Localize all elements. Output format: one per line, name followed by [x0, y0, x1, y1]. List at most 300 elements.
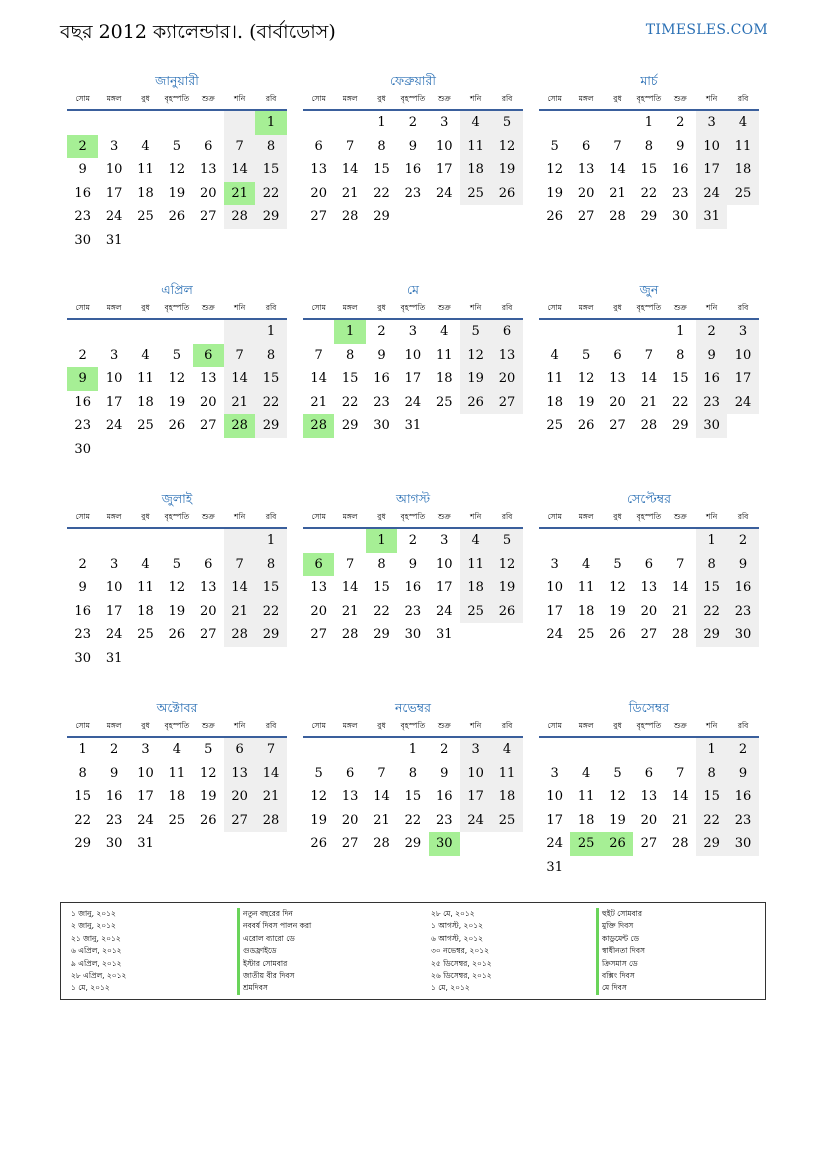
month-name: এপ্রিল — [161, 282, 193, 297]
day-cell: 19 — [577, 394, 595, 410]
weekday-label: রবি — [501, 721, 513, 730]
day-cell: 13 — [310, 162, 327, 177]
day-cell: 23 — [727, 600, 758, 624]
month-name: ডিসেম্বর — [628, 700, 670, 715]
day-cell: 31 — [137, 836, 154, 851]
day-cell: 12 — [168, 580, 186, 595]
day-cell: 13 — [199, 371, 217, 386]
day-cell: 12 — [546, 162, 563, 177]
day-cell: 18 — [460, 576, 491, 600]
day-cell: 20 — [341, 812, 359, 828]
day-cell: 2 — [727, 738, 758, 762]
day-cell: 8 — [255, 135, 286, 159]
day-cell: 2 — [696, 320, 727, 344]
day-cell: 22 — [671, 394, 689, 410]
day-cell: 22 — [640, 185, 658, 201]
day-cell: 16 — [671, 162, 689, 177]
holiday-day-cell: 21 — [224, 182, 255, 206]
day-cell: 27 — [640, 627, 658, 642]
day-cell: 20 — [491, 367, 522, 391]
empty-cell — [334, 111, 365, 135]
day-cell: 24 — [460, 809, 491, 833]
empty-cell — [193, 529, 224, 553]
day-cell: 26 — [168, 418, 186, 433]
weekday-header — [539, 300, 759, 320]
empty-cell — [665, 529, 696, 553]
day-cell: 29 — [404, 836, 422, 851]
day-cell: 20 — [577, 185, 595, 201]
day-cell: 23 — [74, 209, 91, 224]
day-cell: 4 — [440, 324, 449, 339]
day-cell: 3 — [408, 324, 417, 339]
day-cell: 11 — [727, 135, 758, 159]
day-cell: 20 — [310, 603, 327, 619]
day-cell: 22 — [255, 182, 286, 206]
day-cell: 5 — [613, 556, 622, 572]
day-cell: 30 — [74, 232, 91, 248]
weekday-label: রবি — [737, 721, 749, 730]
day-cell: 1 — [644, 115, 653, 130]
legend-holiday-name: হুইট সোমবার — [596, 908, 645, 920]
day-cell: 13 — [640, 580, 658, 595]
day-cell: 29 — [255, 205, 286, 229]
empty-cell — [633, 529, 664, 553]
day-cell: 29 — [255, 414, 286, 438]
day-grid — [303, 111, 523, 229]
month-block — [67, 71, 287, 252]
day-cell: 23 — [373, 394, 390, 410]
empty-cell — [303, 529, 334, 553]
day-cell: 25 — [460, 182, 491, 206]
legend-holiday-name: কাডুমেন্ট ডে — [596, 933, 645, 945]
day-cell: 30 — [404, 627, 422, 642]
legend-date: ৩০ নভেম্বর, ২০১২ — [431, 946, 490, 956]
day-cell: 15 — [373, 162, 390, 177]
day-cell: 16 — [74, 603, 91, 619]
legend-holiday-name: এরোল ব্যারো ডে — [237, 933, 311, 945]
day-cell: 7 — [345, 556, 355, 572]
day-cell: 28 — [609, 209, 626, 224]
empty-cell — [602, 529, 633, 553]
day-cell: 24 — [696, 182, 727, 206]
month-block — [303, 698, 523, 856]
day-cell: 27 — [341, 836, 359, 851]
legend-date: ১ মে, ২০১২ — [71, 983, 110, 993]
holiday-legend — [60, 902, 766, 1000]
month-block — [67, 280, 287, 461]
holiday-day-cell: 30 — [429, 832, 460, 856]
day-cell: 29 — [373, 209, 390, 224]
empty-cell — [67, 529, 98, 553]
day-cell: 12 — [609, 789, 626, 804]
day-cell: 5 — [204, 742, 213, 757]
day-cell: 15 — [341, 371, 359, 386]
weekday-label: শুক্র — [673, 512, 687, 521]
day-cell: 18 — [577, 603, 595, 619]
weekday-label: বুধ — [141, 303, 150, 312]
day-cell: 31 — [105, 232, 123, 248]
weekday-header — [67, 718, 287, 738]
day-cell: 19 — [168, 603, 186, 619]
day-cell: 25 — [435, 394, 453, 410]
day-cell: 6 — [644, 765, 653, 781]
day-cell: 15 — [255, 576, 286, 600]
day-cell: 28 — [341, 209, 359, 224]
weekday-label: শুক্র — [437, 721, 451, 730]
empty-cell — [539, 320, 570, 344]
day-cell: 14 — [671, 789, 689, 804]
day-cell: 8 — [644, 138, 653, 154]
day-cell: 1 — [255, 529, 286, 553]
day-cell: 14 — [255, 762, 286, 786]
day-cell: 16 — [727, 576, 758, 600]
day-cell: 27 — [224, 809, 255, 833]
day-cell: 17 — [546, 603, 563, 619]
site-link[interactable]: TIMESLES.COM — [645, 22, 768, 38]
holiday-day-cell: 6 — [303, 553, 334, 577]
day-cell: 23 — [696, 391, 727, 415]
day-cell: 12 — [577, 371, 595, 386]
day-cell: 29 — [255, 623, 286, 647]
legend-date: ২৮ মে, ২০১২ — [431, 909, 475, 918]
weekday-label: শুক্র — [673, 303, 687, 312]
day-cell: 25 — [727, 182, 758, 206]
day-cell: 10 — [546, 580, 563, 595]
weekday-label: সোম — [311, 721, 326, 730]
day-cell: 13 — [224, 762, 255, 786]
weekday-label: সোম — [311, 94, 326, 103]
day-cell: 9 — [109, 765, 119, 781]
day-cell: 19 — [199, 789, 217, 804]
day-cell: 12 — [199, 765, 217, 781]
weekday-label: বৃহস্পতি — [400, 721, 426, 730]
day-cell: 28 — [255, 809, 286, 833]
day-cell: 11 — [577, 580, 595, 595]
day-cell: 18 — [577, 812, 595, 828]
day-cell: 27 — [199, 209, 217, 224]
weekday-label: মঙ্গল — [342, 303, 358, 312]
day-cell: 5 — [172, 347, 181, 363]
day-cell: 5 — [550, 138, 559, 154]
legend-date: ২৫ ডিসেম্বর, ২০১২ — [431, 958, 492, 968]
day-cell: 2 — [440, 742, 449, 757]
day-cell: 21 — [310, 394, 327, 410]
weekday-header — [303, 718, 523, 738]
weekday-label: বৃহস্পতি — [400, 94, 426, 103]
day-cell: 30 — [373, 418, 390, 433]
day-cell: 15 — [640, 162, 658, 177]
day-cell: 4 — [727, 111, 758, 135]
weekday-label: সোম — [311, 512, 326, 521]
day-cell: 13 — [491, 344, 522, 368]
legend-holiday-name: জাতীয় বীর দিবস — [237, 970, 311, 982]
day-cell: 3 — [460, 738, 491, 762]
day-grid — [303, 738, 523, 856]
weekday-label: শনি — [234, 94, 246, 103]
day-cell: 31 — [546, 859, 563, 875]
month-name: ফেব্রুয়ারী — [389, 73, 437, 88]
day-cell: 14 — [224, 367, 255, 391]
weekday-label: সোম — [547, 512, 562, 521]
legend-date: ২৮ এপ্রিল, ২০১২ — [71, 970, 127, 980]
day-cell: 1 — [377, 115, 386, 130]
empty-cell — [303, 111, 334, 135]
weekday-label: বৃহস্পতি — [400, 303, 426, 312]
day-cell: 10 — [435, 556, 453, 572]
month-name: জানুয়ারী — [155, 73, 199, 88]
empty-cell — [161, 320, 192, 344]
weekday-label: বুধ — [377, 303, 386, 312]
day-cell: 2 — [676, 115, 685, 130]
day-cell: 11 — [137, 162, 154, 177]
day-cell: 4 — [172, 742, 181, 757]
empty-cell — [570, 529, 601, 553]
day-cell: 9 — [676, 138, 685, 154]
weekday-label: বৃহস্পতি — [164, 721, 190, 730]
day-grid — [303, 320, 523, 438]
weekday-label: রবি — [501, 512, 513, 521]
day-cell: 7 — [644, 347, 653, 363]
day-cell: 22 — [341, 394, 359, 410]
day-cell: 9 — [727, 553, 758, 577]
empty-cell — [539, 111, 570, 135]
day-cell: 14 — [640, 371, 658, 386]
day-cell: 21 — [255, 785, 286, 809]
empty-cell — [602, 320, 633, 344]
day-cell: 29 — [696, 832, 727, 856]
day-cell: 21 — [224, 600, 255, 624]
day-cell: 27 — [199, 418, 217, 433]
weekday-label: সোম — [75, 94, 90, 103]
day-cell: 11 — [435, 347, 453, 363]
day-cell: 29 — [373, 627, 390, 642]
day-cell: 16 — [696, 367, 727, 391]
holiday-day-cell: 26 — [602, 832, 633, 856]
day-cell: 24 — [546, 836, 563, 851]
day-cell: 7 — [314, 347, 323, 363]
day-grid — [67, 111, 287, 252]
empty-cell — [539, 529, 570, 553]
day-cell: 5 — [581, 347, 591, 363]
legend-holiday-name: ইস্টার সোমবার — [237, 958, 311, 970]
day-cell: 28 — [640, 418, 658, 433]
weekday-label: বৃহস্পতি — [636, 303, 662, 312]
day-cell: 6 — [491, 320, 522, 344]
day-cell: 10 — [546, 789, 563, 804]
day-grid — [303, 529, 523, 647]
empty-cell — [303, 320, 334, 344]
weekday-label: শুক্র — [673, 94, 687, 103]
weekday-label: মঙ্গল — [578, 512, 594, 521]
legend-holiday-name: গুডফ্রাইডে — [237, 945, 311, 957]
day-cell: 28 — [671, 627, 689, 642]
day-cell: 16 — [74, 185, 91, 201]
day-cell: 6 — [613, 347, 622, 363]
page-title: বছর 2012 ক্যালেন্ডার।. (বার্বাডোস) — [60, 21, 336, 43]
day-cell: 26 — [199, 812, 217, 828]
day-cell: 3 — [440, 115, 449, 130]
day-cell: 17 — [435, 162, 453, 177]
empty-cell — [570, 320, 601, 344]
weekday-label: রবি — [737, 303, 749, 312]
holiday-day-cell: 1 — [334, 320, 365, 344]
holiday-day-cell: 28 — [303, 414, 334, 438]
legend-date: ৯ এপ্রিল, ২০১২ — [71, 958, 122, 968]
day-cell: 5 — [460, 320, 491, 344]
empty-cell — [334, 529, 365, 553]
month-block — [67, 489, 287, 670]
day-cell: 19 — [491, 158, 522, 182]
day-cell: 4 — [581, 765, 591, 781]
day-cell: 26 — [546, 209, 563, 224]
day-cell: 15 — [74, 789, 91, 804]
day-cell: 18 — [137, 394, 154, 410]
day-cell: 19 — [609, 603, 626, 619]
legend-date: ৬ এপ্রিল, ২০১২ — [71, 946, 122, 956]
weekday-label: সোম — [75, 303, 90, 312]
day-cell: 10 — [727, 344, 758, 368]
day-cell: 31 — [404, 418, 422, 433]
weekday-label: শনি — [470, 94, 482, 103]
legend-holiday-name: নতুন বছরের দিন — [237, 908, 311, 920]
day-cell: 19 — [168, 185, 186, 201]
day-cell: 9 — [408, 138, 417, 154]
weekday-label: সোম — [547, 303, 562, 312]
day-cell: 15 — [404, 789, 422, 804]
weekday-header — [303, 300, 523, 320]
day-cell: 28 — [671, 836, 689, 851]
empty-cell — [602, 111, 633, 135]
weekday-label: বুধ — [141, 721, 150, 730]
weekday-label: রবি — [265, 512, 277, 521]
month-block — [539, 489, 759, 647]
month-name: আগস্ট — [395, 491, 431, 506]
day-cell: 3 — [141, 742, 150, 757]
empty-cell — [161, 111, 192, 135]
day-cell: 11 — [546, 371, 563, 386]
weekday-label: মঙ্গল — [342, 94, 358, 103]
day-cell: 21 — [341, 185, 359, 201]
day-cell: 8 — [696, 762, 727, 786]
day-cell: 12 — [460, 344, 491, 368]
day-cell: 30 — [671, 209, 689, 224]
month-block — [303, 280, 523, 438]
day-cell: 27 — [640, 836, 658, 851]
weekday-label: শুক্র — [437, 94, 451, 103]
day-cell: 24 — [105, 627, 123, 642]
day-cell: 11 — [577, 789, 595, 804]
legend-dates-1 — [71, 908, 126, 995]
weekday-label: সোম — [75, 721, 90, 730]
day-cell: 24 — [404, 394, 422, 410]
day-cell: 14 — [224, 576, 255, 600]
day-cell: 1 — [676, 324, 685, 339]
day-cell: 22 — [74, 812, 91, 828]
weekday-label: বৃহস্পতি — [400, 512, 426, 521]
day-cell: 24 — [546, 627, 563, 642]
day-cell: 4 — [460, 111, 491, 135]
day-cell: 25 — [577, 627, 595, 642]
empty-cell — [224, 320, 255, 344]
day-cell: 19 — [460, 367, 491, 391]
day-cell: 9 — [408, 556, 417, 572]
weekday-label: বৃহস্পতি — [636, 721, 662, 730]
month-block — [539, 698, 759, 879]
day-cell: 31 — [696, 205, 727, 229]
day-cell: 13 — [609, 371, 626, 386]
day-cell: 22 — [255, 600, 286, 624]
day-cell: 4 — [141, 556, 150, 572]
weekday-label: মঙ্গল — [342, 721, 358, 730]
day-cell: 17 — [727, 367, 758, 391]
empty-cell — [539, 738, 570, 762]
weekday-label: শনি — [706, 512, 718, 521]
day-cell: 24 — [105, 209, 123, 224]
day-cell: 18 — [460, 158, 491, 182]
day-cell: 10 — [105, 162, 123, 177]
month-name: অক্টোবর — [156, 700, 198, 715]
legend-date: ১ জানু, ২০১২ — [71, 909, 116, 918]
day-cell: 15 — [671, 371, 689, 386]
day-cell: 6 — [204, 556, 213, 572]
weekday-label: সোম — [547, 94, 562, 103]
legend-dates-2 — [431, 908, 492, 995]
day-grid — [539, 529, 759, 647]
day-cell: 8 — [345, 347, 355, 363]
day-cell: 10 — [105, 371, 123, 386]
day-cell: 20 — [640, 603, 658, 619]
day-cell: 13 — [341, 789, 359, 804]
day-cell: 28 — [373, 836, 390, 851]
legend-date: ১ মে, ২০১২ — [431, 983, 470, 993]
weekday-label: শুক্র — [201, 721, 215, 730]
day-cell: 9 — [440, 765, 449, 781]
weekday-label: রবি — [265, 94, 277, 103]
day-cell: 25 — [546, 418, 563, 433]
day-cell: 18 — [491, 785, 522, 809]
day-cell: 3 — [550, 556, 559, 572]
empty-cell — [633, 320, 664, 344]
day-cell: 28 — [224, 623, 255, 647]
day-cell: 12 — [491, 553, 522, 577]
day-cell: 17 — [105, 185, 123, 201]
day-cell: 27 — [199, 627, 217, 642]
day-cell: 24 — [435, 185, 453, 201]
day-cell: 15 — [696, 785, 727, 809]
day-cell: 5 — [172, 556, 181, 572]
day-cell: 22 — [373, 185, 390, 201]
day-cell: 4 — [141, 347, 150, 363]
day-cell: 10 — [105, 580, 123, 595]
weekday-label: বুধ — [141, 512, 150, 521]
weekday-label: বৃহস্পতি — [164, 94, 190, 103]
day-cell: 13 — [577, 162, 595, 177]
weekday-label: বুধ — [377, 94, 386, 103]
empty-cell — [570, 111, 601, 135]
legend-holiday-name: মে দিবস — [596, 982, 645, 994]
empty-cell — [193, 111, 224, 135]
weekday-label: শনি — [470, 721, 482, 730]
weekday-header — [303, 91, 523, 111]
day-grid — [539, 111, 759, 229]
day-cell: 8 — [408, 765, 417, 781]
day-cell: 21 — [609, 185, 626, 201]
day-cell: 4 — [491, 738, 522, 762]
day-cell: 17 — [105, 603, 123, 619]
day-cell: 18 — [435, 371, 453, 386]
weekday-label: মঙ্গল — [342, 512, 358, 521]
day-cell: 14 — [373, 789, 390, 804]
